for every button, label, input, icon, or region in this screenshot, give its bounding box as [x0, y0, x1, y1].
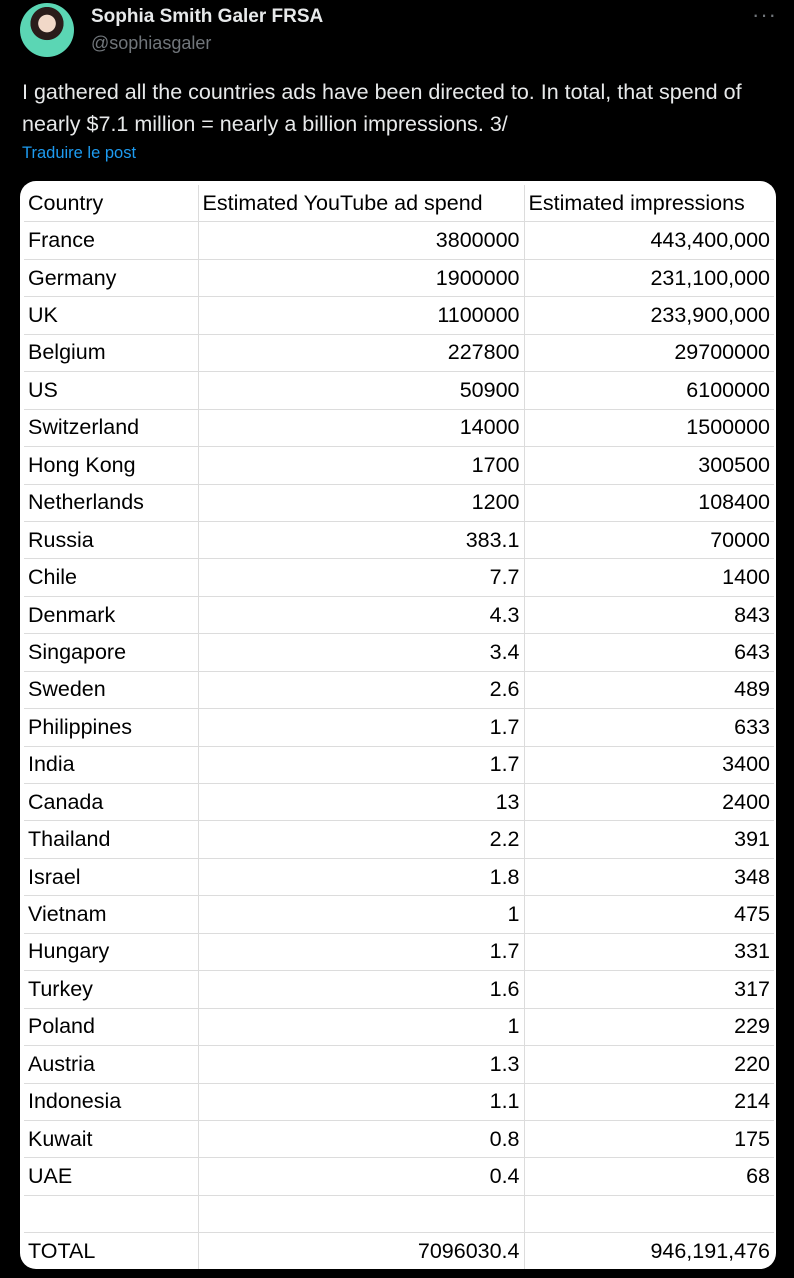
table-row: [24, 1083, 774, 1120]
table-row-cell: Hong Kong: [24, 447, 198, 484]
table-row-cell: 443,400,000: [524, 222, 774, 259]
table-row-cell: 2.2: [198, 821, 524, 858]
tweet-text: I gathered all the countries ads have been directed to. In total, that spend of nearly $7.1 million = nearly a billion impressions. 3/: [22, 80, 742, 136]
table-row-cell: 68: [524, 1158, 774, 1195]
table-row: [24, 559, 774, 596]
table-row-cell: 50900: [198, 372, 524, 409]
table-row-cell: 489: [524, 671, 774, 708]
table-row-cell: Indonesia: [24, 1083, 198, 1120]
table-row-cell: Israel: [24, 858, 198, 895]
table-row-cell: Vietnam: [24, 896, 198, 933]
table-row: [24, 746, 774, 783]
table-row: [24, 372, 774, 409]
more-options-icon[interactable]: ···: [752, 2, 777, 27]
table-row-cell: Austria: [24, 1046, 198, 1083]
table-row-cell: 0.8: [198, 1120, 524, 1157]
table-row: [24, 596, 774, 633]
translate-post-link[interactable]: Traduire le post: [22, 144, 137, 162]
table-row: [24, 858, 774, 895]
table-row-cell: 1.1: [198, 1083, 524, 1120]
table-row-cell: 1100000: [198, 297, 524, 334]
table-row-cell: 475: [524, 896, 774, 933]
table-row: [24, 634, 774, 671]
table-row-cell: 1.7: [198, 709, 524, 746]
table-row: [24, 821, 774, 858]
table-row-cell: Turkey: [24, 971, 198, 1008]
table-row-cell: Singapore: [24, 634, 198, 671]
table-row-cell: 3400: [524, 746, 774, 783]
table-row-cell: Belgium: [24, 334, 198, 371]
table-row-cell: 633: [524, 709, 774, 746]
table-row-cell: Netherlands: [24, 484, 198, 521]
table-row-cell: Chile: [24, 559, 198, 596]
table-row-cell: Sweden: [24, 671, 198, 708]
table-row-cell: 6100000: [524, 372, 774, 409]
table-row-cell: 4.3: [198, 596, 524, 633]
table-row: [24, 1008, 774, 1045]
table-row: [24, 1120, 774, 1157]
table-row-cell: [524, 1195, 774, 1232]
table-row: [24, 1158, 774, 1195]
table-row-cell: 2400: [524, 784, 774, 821]
table-row-cell: 317: [524, 971, 774, 1008]
table-row-cell: 1.3: [198, 1046, 524, 1083]
table-row-cell: 1200: [198, 484, 524, 521]
table-row-cell: 1900000: [198, 259, 524, 296]
table-total-row-cell: TOTAL: [24, 1233, 198, 1269]
table-row: [24, 671, 774, 708]
table-row-cell: 1400: [524, 559, 774, 596]
table-row-cell: Canada: [24, 784, 198, 821]
table-row-cell: Germany: [24, 259, 198, 296]
table-row-cell: 1700: [198, 447, 524, 484]
table-row: [24, 709, 774, 746]
table-header-row-cell: Estimated YouTube ad spend: [198, 185, 524, 222]
table-row: [24, 297, 774, 334]
table-row-cell: Kuwait: [24, 1120, 198, 1157]
table-header-row: [24, 185, 774, 222]
table-row: [24, 1046, 774, 1083]
table-row-cell: 14000: [198, 409, 524, 446]
table-row: [24, 971, 774, 1008]
table-row-cell: 1.7: [198, 746, 524, 783]
table-row: [24, 1195, 774, 1232]
table-row: [24, 409, 774, 446]
table-row: [24, 334, 774, 371]
table-row-cell: 300500: [524, 447, 774, 484]
table-row-cell: India: [24, 746, 198, 783]
table-row-cell: 229: [524, 1008, 774, 1045]
table-row-cell: 70000: [524, 521, 774, 558]
avatar[interactable]: [20, 3, 74, 57]
table-row-cell: 1: [198, 1008, 524, 1045]
table-row-cell: Thailand: [24, 821, 198, 858]
table-row-cell: Philippines: [24, 709, 198, 746]
table-row-cell: 2.6: [198, 671, 524, 708]
table-row-cell: Hungary: [24, 933, 198, 970]
table-row-cell: 3.4: [198, 634, 524, 671]
table-total-row-cell: 7096030.4: [198, 1233, 524, 1269]
table-row-cell: 7.7: [198, 559, 524, 596]
table-row-cell: 843: [524, 596, 774, 633]
table-total-row-cell: 946,191,476: [524, 1233, 774, 1269]
table-row-cell: Denmark: [24, 596, 198, 633]
table-row-cell: 1: [198, 896, 524, 933]
table-row-cell: [24, 1195, 198, 1232]
table-row-cell: [198, 1195, 524, 1232]
author-name[interactable]: Sophia Smith Galer FRSA: [91, 6, 324, 27]
table-row-cell: Poland: [24, 1008, 198, 1045]
table-row-cell: 3800000: [198, 222, 524, 259]
tweet-image[interactable]: [20, 181, 776, 1269]
table-row-cell: 383.1: [198, 521, 524, 558]
table-row-cell: US: [24, 372, 198, 409]
table-row-cell: 214: [524, 1083, 774, 1120]
table-row-cell: Switzerland: [24, 409, 198, 446]
table-row-cell: 0.4: [198, 1158, 524, 1195]
table-row-cell: 231,100,000: [524, 259, 774, 296]
table-row: [24, 447, 774, 484]
table-row: [24, 484, 774, 521]
table-row-cell: 391: [524, 821, 774, 858]
table-row: [24, 933, 774, 970]
table-row-cell: 175: [524, 1120, 774, 1157]
data-table: [24, 185, 774, 1269]
table-row: [24, 784, 774, 821]
table-row: [24, 896, 774, 933]
table-row-cell: 1.7: [198, 933, 524, 970]
table-row-cell: 348: [524, 858, 774, 895]
table-row-cell: 1500000: [524, 409, 774, 446]
table-row-cell: 331: [524, 933, 774, 970]
table-row-cell: 1.6: [198, 971, 524, 1008]
table-row-cell: UAE: [24, 1158, 198, 1195]
table-row-cell: 13: [198, 784, 524, 821]
table-row-cell: 1.8: [198, 858, 524, 895]
table-row: [24, 259, 774, 296]
author-handle[interactable]: @sophiasgaler: [91, 33, 212, 53]
table-row-cell: 108400: [524, 484, 774, 521]
table-row-cell: France: [24, 222, 198, 259]
table-header-row-cell: Country: [24, 185, 198, 222]
table-row-cell: Russia: [24, 521, 198, 558]
table-row: [24, 222, 774, 259]
table-total-row: [24, 1233, 774, 1269]
table-row-cell: 643: [524, 634, 774, 671]
table-row-cell: 220: [524, 1046, 774, 1083]
table-row: [24, 521, 774, 558]
table-row-cell: UK: [24, 297, 198, 334]
table-header-row-cell: Estimated impressions: [524, 185, 774, 222]
table-row-cell: 29700000: [524, 334, 774, 371]
table-row-cell: 227800: [198, 334, 524, 371]
table-row-cell: 233,900,000: [524, 297, 774, 334]
